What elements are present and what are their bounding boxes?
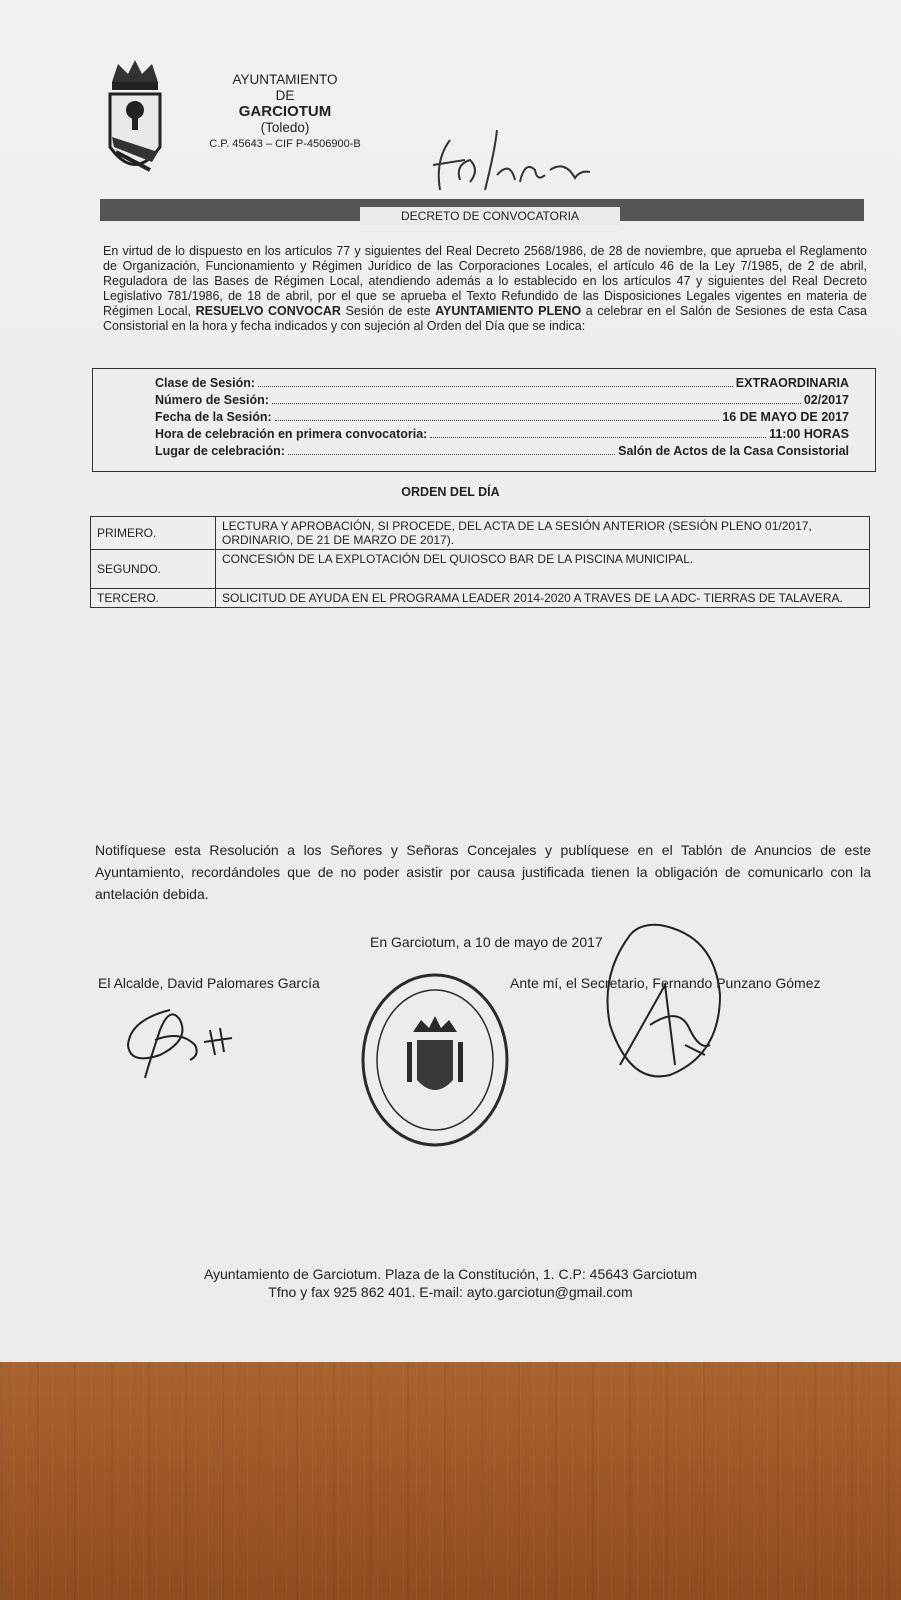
dot-leader bbox=[272, 392, 801, 404]
agenda-key: TERCERO. bbox=[91, 589, 216, 608]
header-province: (Toledo) bbox=[260, 120, 310, 135]
coat-of-arms-icon bbox=[100, 52, 170, 192]
dot-leader bbox=[275, 409, 720, 421]
session-value: 11:00 HORAS bbox=[769, 427, 849, 441]
session-label: Número de Sesión: bbox=[155, 393, 269, 407]
session-row bbox=[155, 409, 849, 425]
header-town: GARCIOTUM bbox=[238, 103, 332, 120]
intro-bold-1: RESUELVO CONVOCAR bbox=[195, 304, 341, 318]
agenda-text: LECTURA Y APROBACIÓN, SI PROCEDE, DEL ACTA DE LA SESIÓN ANTERIOR (SESIÓN PLENO 01/2017, ORDINARIO, DE 21 DE MARZO DE 2017). bbox=[216, 517, 870, 550]
session-row bbox=[155, 392, 849, 408]
session-label: Hora de celebración en primera convocatoria: bbox=[155, 427, 428, 441]
wooden-table-background bbox=[0, 1350, 901, 1600]
intro-paragraph bbox=[103, 244, 867, 334]
page-footer bbox=[0, 1265, 901, 1301]
session-details-box bbox=[92, 368, 876, 472]
secretary-signature bbox=[590, 915, 740, 1095]
notification-paragraph: Notifíquese esta Resolución a los Señores y Señoras Concejales y publíquese en el Tablón de Anuncios de este Ayuntamiento, recordándoles que de no poder asistir por causa justificada tienen la obligación de comunicarlo con la antelación debida. bbox=[95, 842, 871, 902]
footer-contact: Tfno y fax 925 862 401. E-mail: ayto.garciotun@gmail.com bbox=[268, 1284, 633, 1300]
secretary-signature-label: Ante mí, el Secretario, Fernando Punzano Gómez bbox=[510, 975, 821, 991]
session-row bbox=[155, 443, 849, 459]
session-value: Salón de Actos de la Casa Consistorial bbox=[618, 444, 849, 458]
session-value: 02/2017 bbox=[803, 393, 849, 407]
agenda-title: ORDEN DEL DÍA bbox=[401, 485, 500, 499]
session-value: EXTRAORDINARIA bbox=[735, 376, 849, 390]
mayor-signature-label: El Alcalde, David Palomares García bbox=[98, 975, 320, 991]
dot-leader bbox=[430, 426, 766, 438]
header-ids: C.P. 45643 – CIF P-4506900-B bbox=[209, 138, 361, 150]
session-value: 16 DE MAYO DE 2017 bbox=[722, 410, 849, 424]
agenda-key: SEGUNDO. bbox=[91, 550, 216, 589]
session-label: Clase de Sesión: bbox=[155, 376, 256, 390]
agenda-text: CONCESIÓN DE LA EXPLOTACIÓN DEL QUIOSCO BAR DE LA PISCINA MUNICIPAL. bbox=[216, 550, 870, 589]
place-and-date: En Garciotum, a 10 de mayo de 2017 bbox=[370, 934, 603, 950]
agenda-text: SOLICITUD DE AYUDA EN EL PROGRAMA LEADER 2014-2020 A TRAVES DE LA ADC- TIERRAS DE TALAVERA. bbox=[216, 589, 870, 608]
session-row bbox=[155, 426, 849, 442]
session-row bbox=[155, 375, 849, 391]
agenda-key: PRIMERO. bbox=[91, 517, 216, 550]
session-label: Lugar de celebración: bbox=[155, 444, 285, 458]
mayor-signature bbox=[120, 1000, 250, 1085]
intro-text-2: Sesión de este bbox=[340, 304, 436, 318]
dot-leader bbox=[288, 443, 615, 455]
session-label: Fecha de la Sesión: bbox=[155, 410, 272, 424]
intro-bold-2: AYUNTAMIENTO PLENO bbox=[435, 304, 582, 318]
table-row bbox=[91, 550, 870, 589]
intro-text-1: En virtud de lo dispuesto en los artículos 77 y siguientes del Real Decreto 2568/1986, de 28 de noviembre, que aprueba el Reglamento de Organización, Funcionamiento y Régimen Jurídico de las Corporaciones Locales, el artículo 46 de la Ley 7/1985, de 2 de abril, Reguladora de las Bases de Régimen Local, atendiendo además a lo establecido en los artículos 47 y siguientes del Real Decreto Legislativo 781/1986, de 18 de abril, por el que se aprueba el Texto Refundido de las Disposiciones Legales vigentes en materia de Régimen Local, bbox=[103, 244, 867, 318]
dot-leader bbox=[258, 375, 733, 387]
intro-text-3: a celebrar en el Salón de Sesiones de esta Casa Consistorial en la hora y fecha indicados y con sujeción al Orden del Día que se indica: bbox=[103, 304, 867, 333]
header-line-ayuntamiento: AYUNTAMIENTO bbox=[232, 72, 338, 87]
agenda-table bbox=[90, 516, 870, 608]
document-title: DECRETO DE CONVOCATORIA bbox=[360, 207, 620, 225]
municipal-seal bbox=[355, 970, 515, 1150]
footer-address: Ayuntamiento de Garciotum. Plaza de la Constitución, 1. C.P: 45643 Garciotum bbox=[203, 1266, 698, 1282]
handwritten-annotation bbox=[425, 120, 595, 200]
header-line-de: DE bbox=[275, 88, 295, 103]
municipality-header bbox=[180, 72, 390, 152]
table-row bbox=[91, 517, 870, 550]
table-row bbox=[91, 589, 870, 608]
